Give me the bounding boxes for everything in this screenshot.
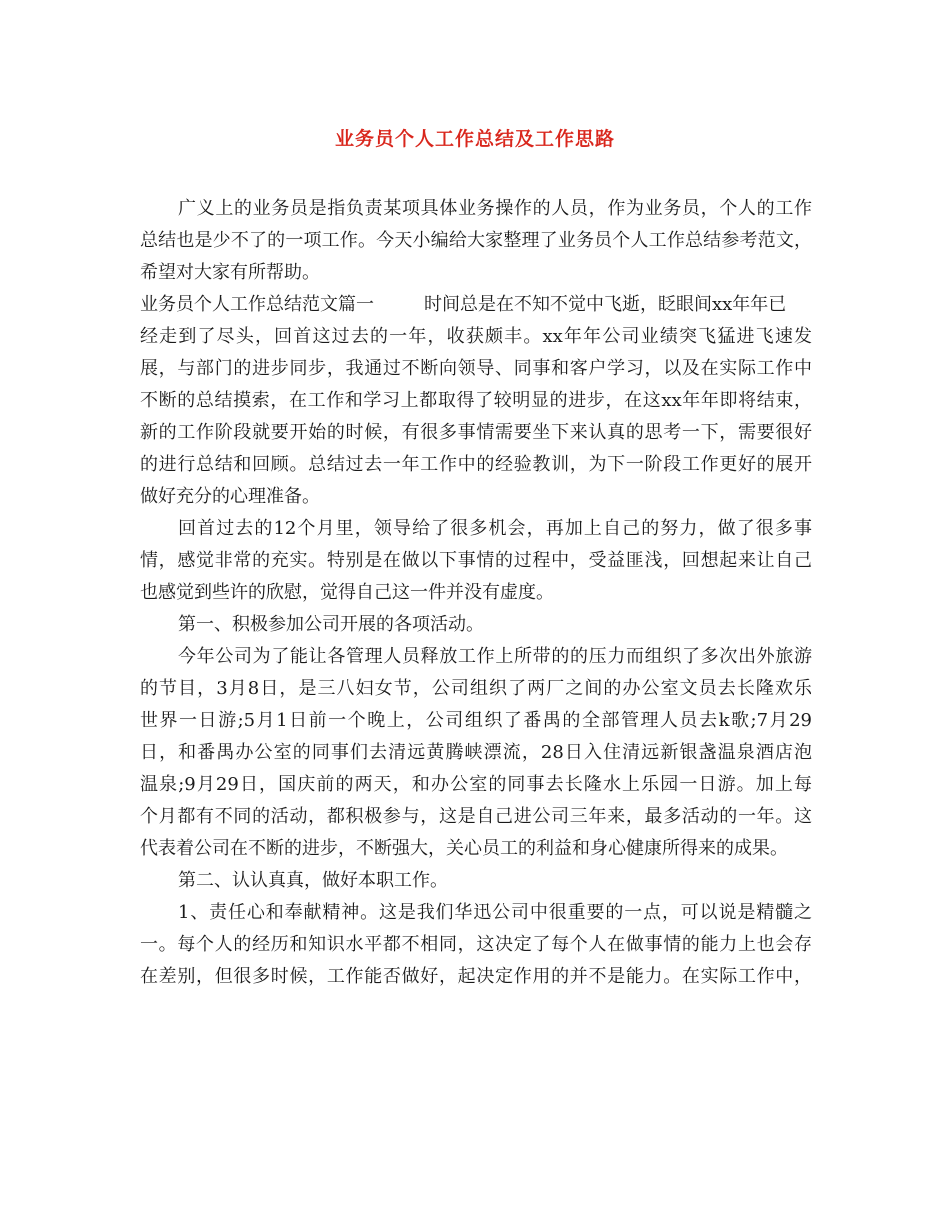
text-line: 回首过去的12个月里，领导给了很多机会，再加上自己的努力，做了很多事 <box>178 518 812 539</box>
text-line: 也感觉到些许的欣慰，觉得自己这一件并没有虚度。 <box>140 582 554 603</box>
text-line: 个月都有不同的活动，都积极参与，这是自己进公司三年来，最多活动的一年。这 <box>140 806 812 827</box>
text-line: 日，和番禺办公室的同事们去清远黄腾峡漂流，28日入住清远新银盏温泉酒店泡 <box>140 742 812 763</box>
paragraph <box>140 513 812 609</box>
text-line: 第二、认认真真，做好本职工作。 <box>178 870 448 891</box>
paragraph <box>140 193 812 289</box>
paragraph <box>140 897 812 993</box>
text-line: 的进行总结和回顾。总结过去一年工作中的经验教训，为下一阶段工作更好的展开 <box>140 454 812 475</box>
text-line: 总结也是少不了的一项工作。今天小编给大家整理了业务员个人工作总结参考范文， <box>140 230 812 251</box>
paragraph <box>140 609 812 641</box>
paragraph <box>140 289 812 513</box>
text-line: 一。每个人的经历和知识水平都不相同，这决定了每个人在做事情的能力上也会存 <box>140 934 812 955</box>
text-line: 1、责任心和奉献精神。这是我们华迅公司中很重要的一点，可以说是精髓之 <box>178 902 812 923</box>
text-line: 情，感觉非常的充实。特别是在做以下事情的过程中，受益匪浅，回想起来让自己 <box>140 550 812 571</box>
text-line: 希望对大家有所帮助。 <box>140 262 320 283</box>
paragraph <box>140 641 812 865</box>
document-title: 业务员个人工作总结及工作思路 <box>334 128 615 150</box>
text-line <box>140 289 798 321</box>
section-heading: 业务员个人工作总结范文篇一 <box>140 294 374 315</box>
document-body <box>140 193 812 993</box>
text-line: 今年公司为了能让各管理人员释放工作上所带的的压力而组织了多次出外旅游 <box>178 646 812 667</box>
text-line: 经走到了尽头，回首这过去的一年，收获颇丰。xx年年公司业绩突飞猛进飞速发 <box>140 326 812 347</box>
text-line: 的节目，3月8日，是三八妇女节，公司组织了两厂之间的办公室文员去长隆欢乐 <box>140 678 812 699</box>
text-line: 世界一日游;5月1日前一个晚上，公司组织了番禺的全部管理人员去k歌;7月29 <box>140 710 812 731</box>
text-line: 代表着公司在不断的进步，不断强大，关心员工的利益和身心健康所得来的成果。 <box>140 838 788 859</box>
paragraph <box>140 865 812 897</box>
text-line: 不断的总结摸索，在工作和学习上都取得了较明显的进步，在这xx年年即将结束， <box>140 390 812 411</box>
text-line: 温泉;9月29日，国庆前的两天，和办公室的同事去长隆水上乐园一日游。加上每 <box>140 774 812 795</box>
text-line: 第一、积极参加公司开展的各项活动。 <box>178 614 484 635</box>
text-line: 展，与部门的进步同步，我通过不断向领导、同事和客户学习，以及在实际工作中 <box>140 358 812 379</box>
text-line: 广义上的业务员是指负责某项具体业务操作的人员，作为业务员，个人的工作 <box>178 198 812 219</box>
text-fragment: 时间总是在不知不觉中飞逝，眨眼间xx年年已 <box>424 294 787 315</box>
text-line: 做好充分的心理准备。 <box>140 486 320 507</box>
text-line: 在差别，但很多时候，工作能否做好，起决定作用的并不是能力。在实际工作中， <box>140 966 812 987</box>
text-line: 新的工作阶段就要开始的时候，有很多事情需要坐下来认真的思考一下，需要很好 <box>140 422 812 443</box>
